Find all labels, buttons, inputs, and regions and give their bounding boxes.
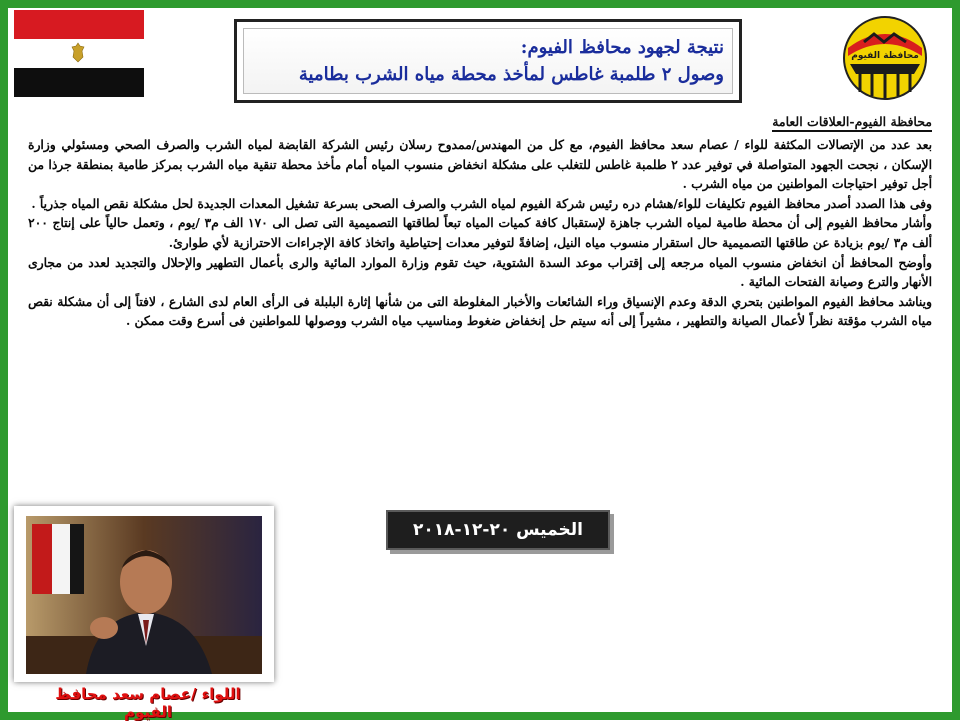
fayoum-logo-icon: [840, 12, 930, 104]
logo-text: محافظة الفيوم: [851, 51, 919, 61]
article-paragraph: ويناشد محافظ الفيوم المواطنين بتحري الدقة وعدم الإنسياق وراء الشائعات والأخبار المغلوطة التى من شأنها إثارة البلبلة فى الرأى العام لدى الشارع ، لافتاً إلى أن مشكلة نقص مياه الشرب مؤقتة نظراً لأعمال الصيانة والتطهير ، مشيراً إلى أنه سيتم حل إنخفاض ضغوط ومناسيب مياه الشرب ووصولها للمواطنين فى أسرع وقت ممكن .: [28, 293, 932, 329]
article-paragraph: بعد عدد من الإتصالات المكثفة للواء / عصام سعد محافظ الفيوم، مع كل من المهندس/ممدوح رسلان رئيس الشركة القابضة لمياه الشرب والصرف الصحي ومسئولي وزارة الإسكان ، نجحت الجهود المتواصلة في توفير عدد ٢ طلمبة غاطس للتغلب على مشكلة انخفاض منسوب المياه أمام مأخذ محطة تنقية مياه الشرب بمركز طامية بمنطقة جرذا من أجل توفير احتياجات المواطنين من مياه الشرب .: [28, 137, 932, 192]
headline-line-1: نتيجة لجهود محافظ الفيوم:: [520, 37, 724, 58]
article-paragraph: وفى هذا الصدد أصدر محافظ الفيوم تكليفات للواء/هشام دره رئيس شركة الفيوم لمياه الشرب والصرف الصحى بسرعة تشغيل المعدات الجديدة لحل مشكلة نقص المياه جذرياً .: [31, 195, 932, 211]
governor-photo-frame: [14, 506, 274, 682]
photo-caption: اللواء /عصام سعد محافظ الفيوم: [55, 685, 241, 721]
governor-photo: [26, 516, 262, 674]
date-badge: [386, 510, 610, 550]
article-paragraph: وأشار محافظ الفيوم إلى أن محطة طامية لمياه الشرب جاهزة لإستقبال كافة كميات المياه تبعاً لطاقتها التصميمية التى تصل الى ١٧٠ الف م٣ /يوم ، وتعمل حالياً على إنتاج ٢٠٠ ألف م٣ /يوم بزيادة عن طاقتها التصميمية حال استقرار منسوب مياه النيل، إضافةً لتوفير معدات إحتياطية واتخاذ كافة الإجراءات الاحترازية لأي طوارئ.: [28, 215, 932, 250]
article-paragraph: وأوضح المحافظ أن انخفاض منسوب المياه مرجعه إلى إقتراب موعد السدة الشتوية، حيث تقوم وزارة الموارد المائية والرى بأعمال التطهير والإحلال والتجديد لعدد من مجارى الأنهار والترع وصيانة الفتحات المائية .: [28, 254, 932, 290]
article-body: [28, 135, 932, 331]
egypt-flag-icon: [14, 10, 144, 98]
headline-line-2: وصول ٢ طلمبة غاطس لمأخذ محطة مياه الشرب بطامية: [298, 64, 724, 85]
headline-box: [234, 19, 742, 103]
department-label: محافظة الفيوم-العلاقات العامة: [772, 114, 932, 132]
date-text: الخميس ٢٠-١٢-٢٠١٨: [413, 520, 583, 540]
